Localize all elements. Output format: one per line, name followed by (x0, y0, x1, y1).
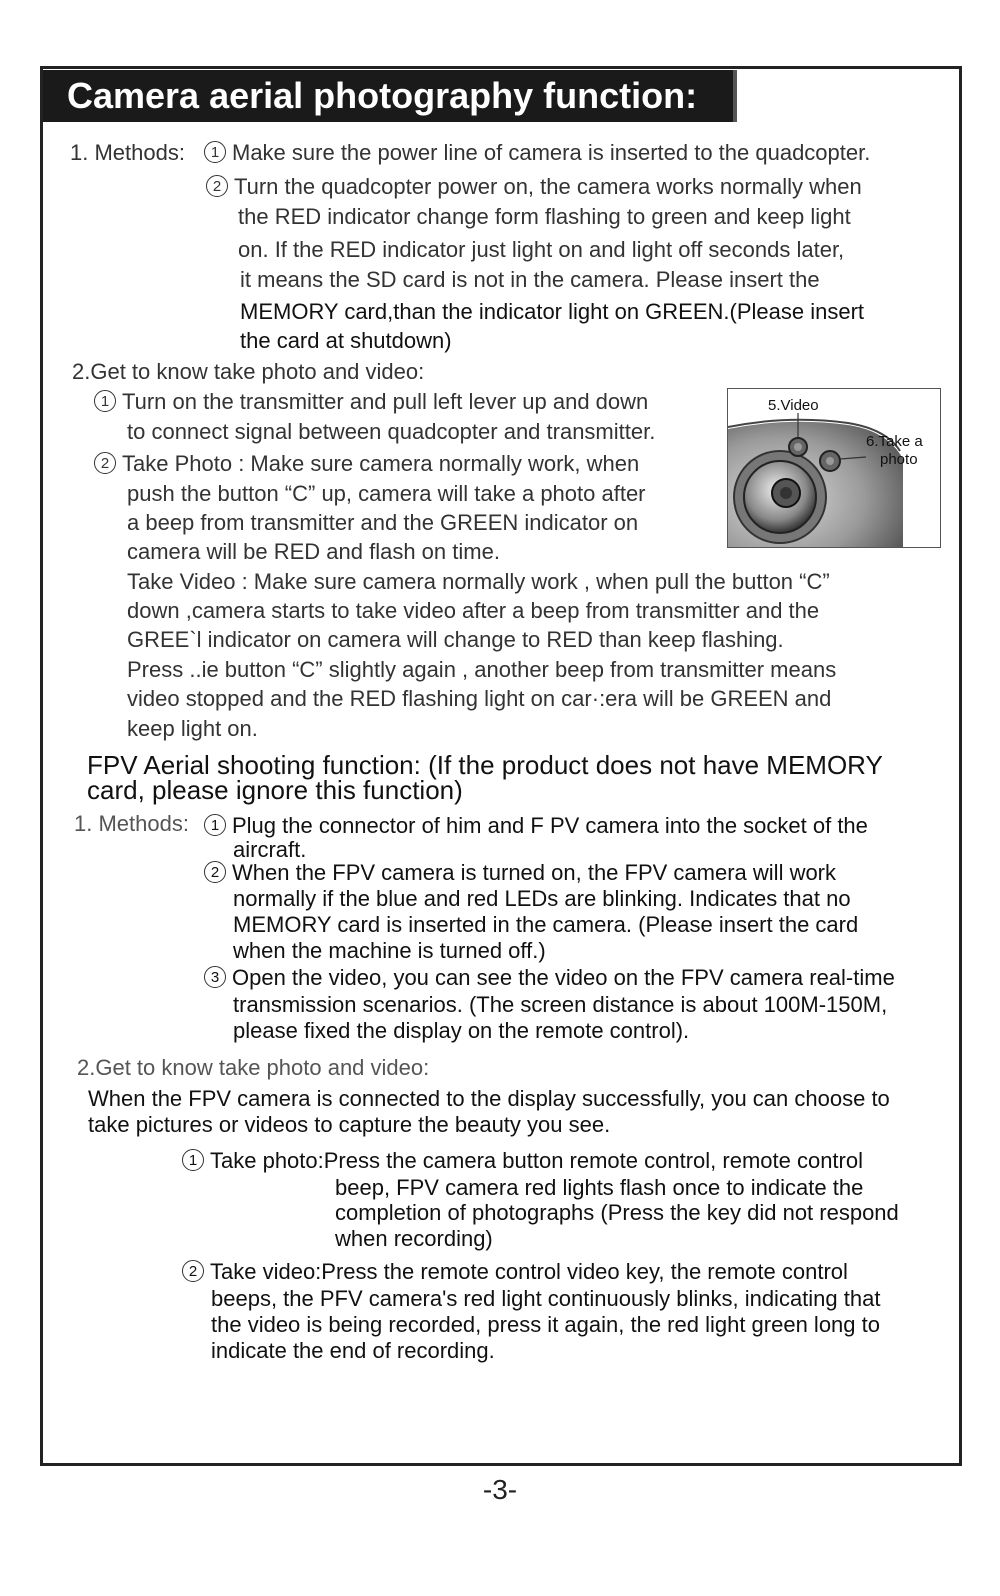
section-heading: 2.Get to know take photo and video: (77, 1055, 430, 1080)
circled-number: 2 (206, 175, 228, 197)
fpv-method-3-line: transmission scenarios. (The screen distance is about 100M-150M, (233, 992, 888, 1017)
step-2-line: push the button “C” up, camera will take a photo after (127, 481, 646, 506)
fpv-method-3-line: please fixed the display on the remote control). (233, 1018, 690, 1043)
take-photo-line: beep, FPV camera red lights flash once to indicate the (335, 1175, 864, 1200)
circled-number: 1 (204, 814, 226, 836)
circled-number: 2 (182, 1260, 204, 1282)
methods-label: 1. Methods: (70, 140, 185, 165)
method-2-line: MEMORY card,than the indicator light on GREEN.(Please insert (240, 299, 865, 324)
step-2-line: video stopped and the RED flashing light on car·:era will be GREEN and (127, 686, 832, 711)
take-photo-step (182, 1148, 863, 1174)
method-2-line: Turn the quadcopter power on, the camera works normally when (234, 174, 862, 199)
take-video-line: beeps, the PFV camera's red light continuously blinks, indicating that (211, 1286, 881, 1311)
take-photo-line: Press the camera button remote control, remote control (323, 1148, 863, 1173)
take-photo-line: completion of photographs (Press the key did not respond (335, 1200, 899, 1225)
fpv-method-2-line: when the machine is turned off.) (233, 938, 546, 963)
fpv-method-2-line: When the FPV camera is turned on, the FPV camera will work (232, 860, 837, 885)
step-1-line: Turn on the transmitter and pull left lever up and down (122, 389, 649, 414)
method-2-line: on. If the RED indicator just light on and light off seconds later, (238, 237, 845, 262)
take-photo-line: when recording) (335, 1226, 493, 1251)
figure-label-photo: photo (880, 451, 918, 468)
fpv-intro-line: When the FPV camera is connected to the display successfully, you can choose to (88, 1086, 890, 1111)
fpv-method-2-line: normally if the blue and red LEDs are blinking. Indicates that no (233, 886, 851, 911)
fpv-method-1 (204, 813, 868, 839)
methods-label: 1. Methods: (74, 811, 189, 836)
page-number: -3- (482, 1474, 518, 1505)
figure-label-video: 5.Video (768, 397, 819, 414)
page-title: Camera aerial photography function: (43, 70, 737, 122)
step-1-line: to connect signal between quadcopter and transmitter. (127, 419, 656, 444)
step-2-line: keep light on. (127, 716, 258, 741)
take-video-line: indicate the end of recording. (211, 1338, 495, 1363)
fpv-method-1-line: aircraft. (233, 837, 307, 862)
step-2-line: camera will be RED and flash on time. (127, 539, 500, 564)
fpv-title: card, please ignore this function) (87, 775, 463, 805)
take-video-line: the video is being recorded, press it again, the red light green long to (211, 1312, 880, 1337)
step-2-line: a beep from transmitter and the GREEN indicator on (127, 510, 639, 535)
fpv-method-3-line: Open the video, you can see the video on the FPV camera real-time (232, 965, 895, 990)
method-2-line: it means the SD card is not in the camera. Please insert the (240, 267, 820, 292)
step-2-line: GREE`l indicator on camera will change to RED than keep flashing. (127, 627, 784, 652)
fpv-method-2 (204, 860, 836, 886)
fpv-intro-line: take pictures or videos to capture the beauty you see. (88, 1112, 611, 1137)
step-2-line: Press ..ie button “C” slightly again , another beep from transmitter means (127, 657, 837, 682)
method-1 (204, 140, 870, 166)
take-photo-label: Take photo: (210, 1148, 324, 1173)
fpv-title: FPV Aerial shooting function: (If the product does not have MEMORY (87, 750, 883, 780)
step-2-line: Take Photo : Make sure camera normally work, when (122, 451, 640, 476)
step-1 (94, 389, 648, 415)
figure-label-photo: 6.Take a (866, 433, 923, 450)
circled-number: 2 (94, 452, 116, 474)
transmitter-photo (727, 388, 941, 548)
circled-number: 1 (182, 1149, 204, 1171)
method-2-line: the RED indicator change form flashing to green and keep light (238, 204, 851, 229)
circled-number: 2 (204, 861, 226, 883)
take-video-line: Take video:Press the remote control video key, the remote control (210, 1259, 848, 1284)
circled-number: 1 (204, 141, 226, 163)
step-2-line: down ,camera starts to take video after a beep from transmitter and the (127, 598, 820, 623)
method-1-text: Make sure the power line of camera is inserted to the quadcopter. (232, 140, 871, 165)
step-2-line: Take Video : Make sure camera normally work , when pull the button “C” (127, 569, 830, 594)
method-2-line: the card at shutdown) (240, 328, 452, 353)
circled-number: 3 (204, 966, 226, 988)
fpv-method-1-line: Plug the connector of him and F PV camera into the socket of the (232, 813, 868, 838)
take-video-step (182, 1259, 848, 1285)
section-heading: 2.Get to know take photo and video: (72, 359, 425, 384)
fpv-method-3 (204, 965, 895, 991)
fpv-method-2-line: MEMORY card is inserted in the camera. (Please insert the card (233, 912, 859, 937)
method-2 (206, 174, 862, 200)
circled-number: 1 (94, 390, 116, 412)
step-2 (94, 451, 639, 477)
